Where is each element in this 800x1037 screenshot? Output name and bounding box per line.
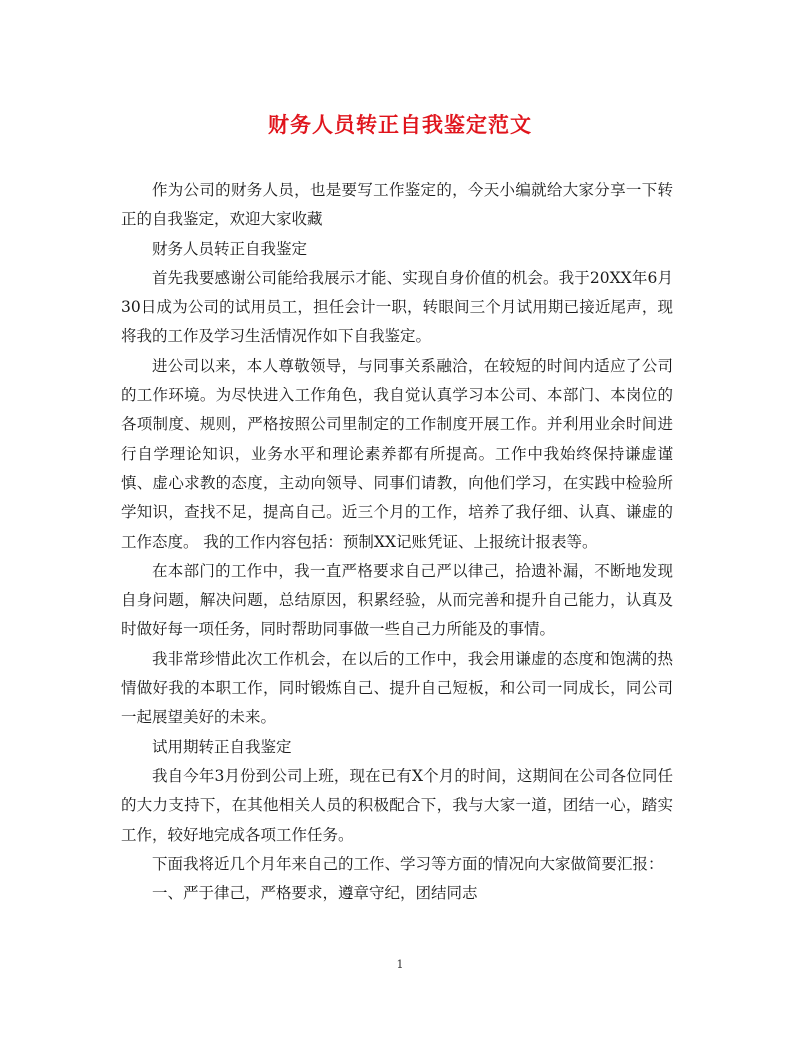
section-heading: 财务人员转正自我鉴定 <box>152 239 308 258</box>
body-paragraph: 在本部门的工作中，我一直严格要求自己严以律己，拾遗补漏，不断地发现自身问题，解决问题，总结原因，积累经验，从而完善和提升自己能力，认真及时做好每一项任务，同时帮助同事做一些自己力所能及的事情。 <box>121 561 673 639</box>
document-body <box>121 176 673 908</box>
body-paragraph: 我非常珍惜此次工作机会，在以后的工作中，我会用谦虚的态度和饱满的热情做好我的本职工作，同时锻炼自己、提升自己短板，和公司一同成长，同公司一起展望美好的未来。 <box>121 649 673 727</box>
document-title: 财务人员转正自我鉴定范文 <box>268 112 532 137</box>
body-paragraph: 首先我要感谢公司能给我展示才能、实现自身价值的机会。我于20XX年6月30日成为公司的试用员工，担任会计一职，转眼间三个月试用期已接近尾声，现将我的工作及学习生活情况作如下自我鉴定。 <box>121 268 673 346</box>
intro-paragraph: 作为公司的财务人员，也是要写工作鉴定的，今天小编就给大家分享一下转正的自我鉴定，欢迎大家收藏 <box>121 181 673 229</box>
list-heading: 一、严于律己，严格要求，遵章守纪，团结同志 <box>152 884 478 903</box>
body-paragraph: 进公司以来，本人尊敬领导，与同事关系融洽，在较短的时间内适应了公司的工作环境。为尽快进入工作角色，我自觉认真学习本公司、本部门、本岗位的各项制度、规则，严格按照公司里制定的工作制度开展工作。并利用业余时间进行自学理论知识，业务水平和理论素养都有所提高。工作中我始终保持谦虚谨慎、虚心求教的态度，主动向领导、同事们请教，向他们学习，在实践中检验所学知识，查找不足，提高自己。近三个月的工作，培养了我仔细、认真、谦虚的工作态度。 我的工作内容包括：预制XX记账凭证、上报统计报表等。 <box>121 356 673 551</box>
body-paragraph: 我自今年3月份到公司上班，现在已有X个月的时间，这期间在公司各位同任的大力支持下，在其他相关人员的积极配合下，我与大家一道，团结一心，踏实工作，较好地完成各项工作任务。 <box>121 766 673 844</box>
page-number: 1 <box>396 958 404 971</box>
body-paragraph: 下面我将近几个月年来自己的工作、学习等方面的情况向大家做简要汇报： <box>152 854 664 873</box>
section-heading: 试用期转正自我鉴定 <box>152 737 292 756</box>
